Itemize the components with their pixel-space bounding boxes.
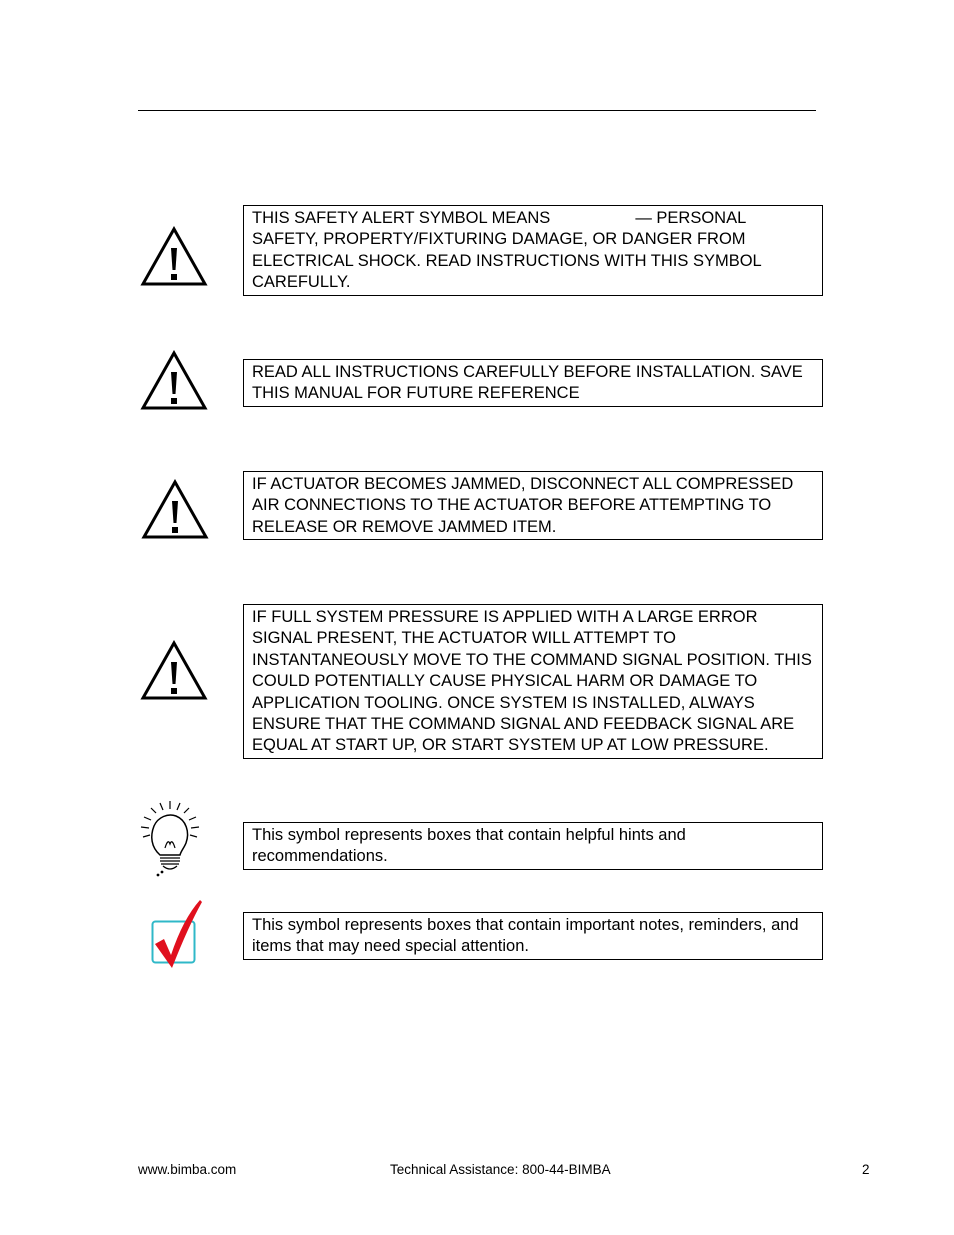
safety-alert-notice <box>243 205 823 296</box>
notice-text: READ ALL INSTRUCTIONS CAREFULLY BEFORE INSTALLATION. SAVE THIS MANUAL FOR FUTURE REFERENCE <box>252 363 803 403</box>
notice-text: — PERSONAL SAFETY, PROPERTY/FIXTURING DAMAGE, OR DANGER FROM ELECTRICAL SHOCK. READ INSTRUCTIONS WITH THIS SYMBOL CAREFULLY. <box>252 209 762 292</box>
helpful-hints-box <box>243 822 823 870</box>
footer-technical-assistance: Technical Assistance: 800-44-BIMBA <box>390 1162 611 1177</box>
warning-triangle-icon <box>140 640 208 701</box>
notice-text: This symbol represents boxes that contain helpful hints and recommendations. <box>252 826 686 866</box>
page-number: 2 <box>862 1162 870 1177</box>
warning-triangle-icon <box>140 350 208 411</box>
notice-text: IF FULL SYSTEM PRESSURE IS APPLIED WITH A LARGE ERROR SIGNAL PRESENT, THE ACTUATOR WILL ATTEMPT TO INSTANTANEOUSLY MOVE TO THE COMMAND SIGNAL POSITION. THIS COULD POTENTIALLY CAUSE PHYSICAL HARM OR DAMAGE TO APPLICATION TOOLING. ONCE SYSTEM IS INSTALLED, ALWAYS ENSURE THAT THE COMMAND SIGNAL AND FEEDBACK SIGNAL ARE EQUAL AT START UP, OR START SYSTEM UP AT LOW PRESSURE. <box>252 608 812 755</box>
important-notes-box <box>243 912 823 960</box>
system-pressure-notice <box>243 604 823 759</box>
lightbulb-icon <box>138 800 202 878</box>
checkmark-icon <box>150 899 204 969</box>
jammed-actuator-notice <box>243 471 823 540</box>
notice-text: This symbol represents boxes that contain important notes, reminders, and items that may need special attention. <box>252 916 799 956</box>
notice-text: IF ACTUATOR BECOMES JAMMED, DISCONNECT ALL COMPRESSED AIR CONNECTIONS TO THE ACTUATOR BEFORE ATTEMPTING TO RELEASE OR REMOVE JAMMED ITEM. <box>252 475 794 536</box>
read-instructions-notice <box>243 359 823 407</box>
footer-website: www.bimba.com <box>138 1162 237 1177</box>
header-rule <box>138 110 816 111</box>
warning-triangle-icon <box>141 479 209 540</box>
notice-text: THIS SAFETY ALERT SYMBOL MEANS <box>252 209 551 227</box>
warning-triangle-icon <box>140 226 208 287</box>
